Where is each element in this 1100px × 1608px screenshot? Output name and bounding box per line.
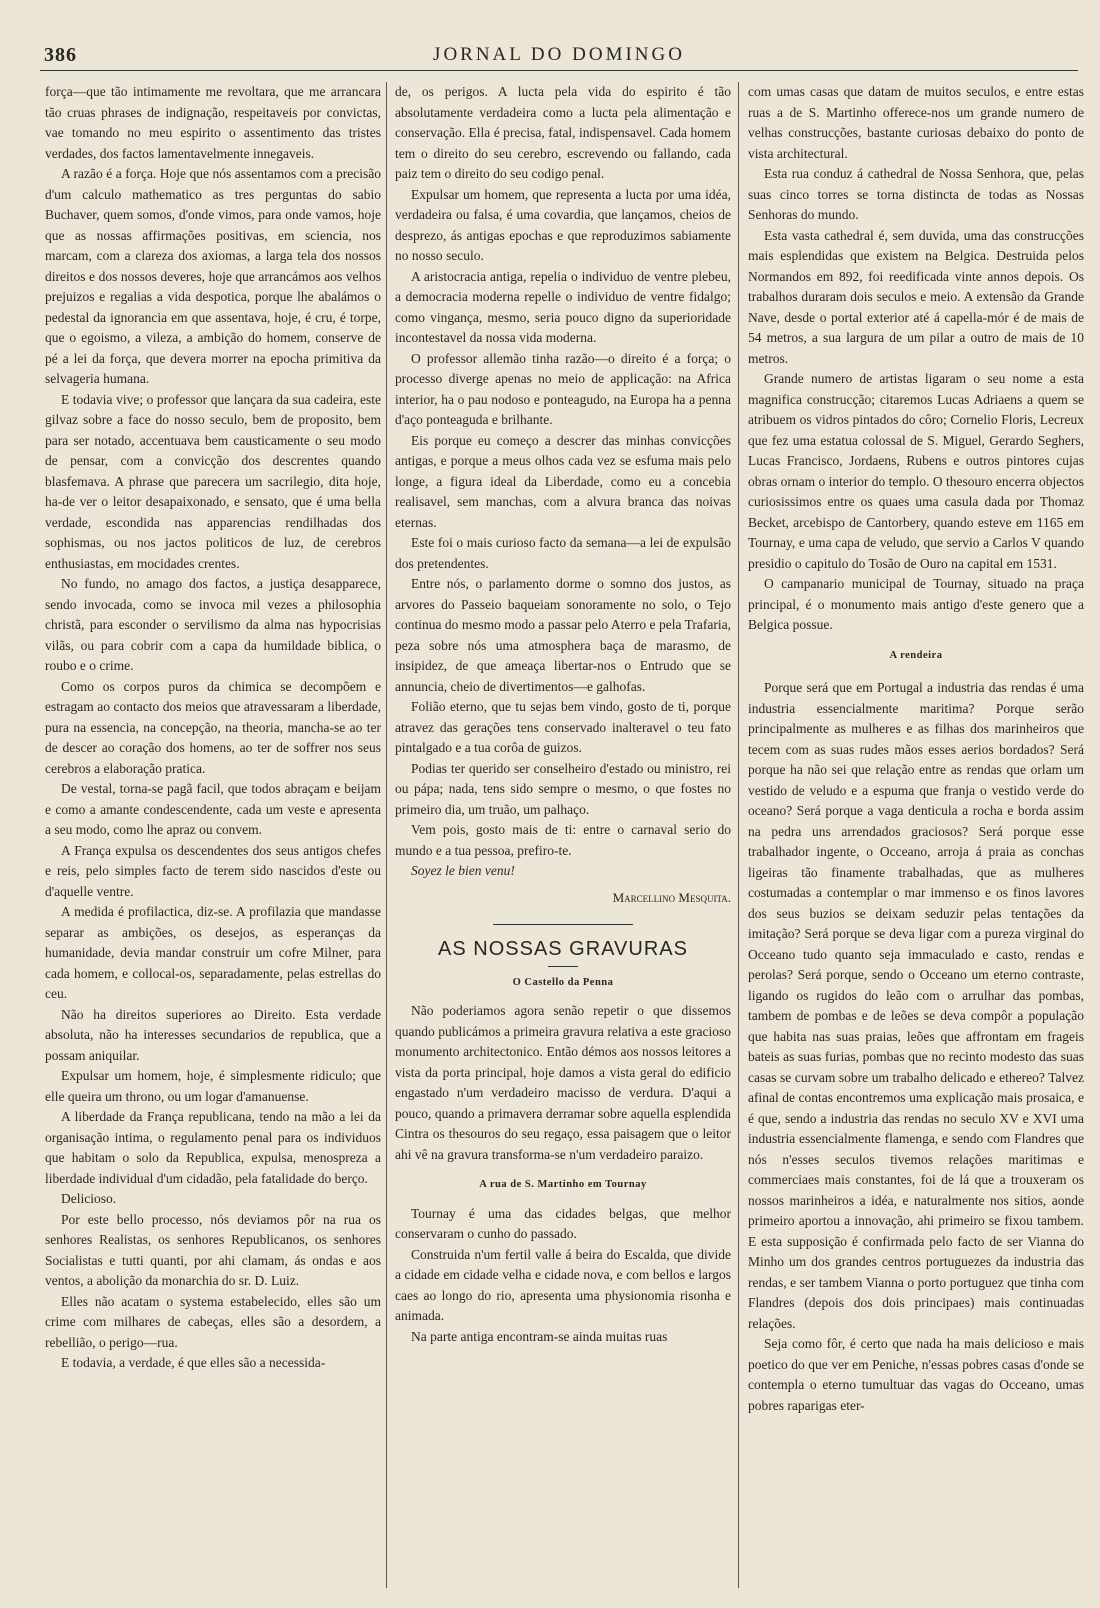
paragraph: O campanario municipal de Tournay, situado na praça principal, é o monumento mais antigo d'este genero que a Belgica possue. xyxy=(748,576,1084,632)
paragraph: força—que tão intimamente me revoltara, que me arrancara tão cruas phrases de indignação, respeitaveis por convictas, vae tomando no meu espirito o assentimento das tristes verdades, dos factos lamentavelmente innegaveis. xyxy=(45,84,381,161)
paragraph: Entre nós, o parlamento dorme o somno dos justos, as arvores do Passeio baqueiam sonoramente no solo, o Tejo continua do mesmo modo a passar pelo Aterro e pela Trafaria, peza sobre nós uma atmosphera baça de marasmo, de insipidez, de que ameaça libertar-nos o Entrudo que se annuncia, cheio de divertimentos—e galhofas. xyxy=(395,576,731,694)
paragraph: Construida n'um fertil valle á beira do Escalda, que divide a cidade em cidade velha e cidade nova, e com bellos e largos caes ao longo do rio, apresenta uma physionomia risonha e animada. xyxy=(395,1246,731,1323)
journal-title: JORNAL DO DOMINGO xyxy=(433,44,685,65)
paragraph: Eis porque eu começo a descrer das minhas convicções antigas, e porque a meus olhos cada vez se esfuma mais pelo longe, a figura ideal da Liberdade, como eu a concebia realisavel, sem manchas, com a alvura branca das noivas eternas. xyxy=(395,432,731,530)
paragraph: E todavia, a verdade, é que elles são a necessida- xyxy=(61,1355,326,1370)
paragraph: Expulsar um homem, que representa a lucta por uma idéa, verdadeira ou falsa, é uma covardia, que lançamos, cheios de desprezo, ás antigas epochas e que reproduzimos sabiamente no nosso seculo. xyxy=(395,186,731,263)
paragraph: E todavia vive; o professor que lançara da sua cadeira, este gilvaz sobre a face do nosso seculo, bem de proposito, bem para ser notado, accentuava bem causticamente o seu modo de pensar, com a convicção dos descrentes quando blasfemava. A phrase que parecera um sacrilegio, dita hoje, ha-de ver o leitor desapaixonado, e sensato, que é uma bella verdade, escondida nas apparencias rendilhadas dos sophismas, ou nos jactos politicos de luz, de cerebros enthusiastas, em mocidades crentes. xyxy=(45,391,381,571)
paragraph: Folião eterno, que tu sejas bem vindo, gosto de ti, porque atravez das gerações tens conservado inalteravel o teu fato pintalgado e a tua corôa de guizos. xyxy=(395,699,731,755)
paragraph: Como os corpos puros da chimica se decompõem e estragam ao contacto dos meios que atravessaram a liberdade, pura na essencia, na concepção, na theoria, mancha-se ao ter de descer ao coração dos homens, ao ter de soffrer nos seus cerebros a elaboração pratica. xyxy=(45,678,381,776)
paragraph: Expulsar um homem, hoje, é simplesmente ridiculo; que elle queira um throno, ou um logar d'amanuense. xyxy=(45,1068,381,1104)
section-rule xyxy=(493,924,633,925)
subheading: A rua de S. Martinho em Tournay xyxy=(479,1179,647,1190)
column-2 xyxy=(395,82,731,1347)
paragraph: Por este bello processo, nós deviamos pôr na rua os senhores Realistas, os senhores Republicanos, os senhores Socialistas e tutti quanti, por ahi clamam, ás ondas e aos ventos, a abolição da monarchia do sr. D. Luiz. xyxy=(45,1211,381,1288)
paragraph: A liberdade da França republicana, tendo na mão a lei da organisação intima, o regulamento penal para os individuos que habitam o solo da Republica, expulsa, menospreza a liberdade individual d'um cidadão, pela fatalidade do berço. xyxy=(45,1109,381,1186)
page-number: 386 xyxy=(44,44,77,66)
paragraph: Porque será que em Portugal a industria das rendas é uma industria essencialmente maritima? Porque serão principalmente as mulheres e as filhas dos marinheiros que tecem com as suas rudes mãos esses aerios bordados? Será porque ha não sei que relação entre as rendas que orlam um vestido de veludo e a espuma que franja o vestido verde do oceano? Será porque a vaga denticula a rocha e borda assim na pedra uns arrendados graciosos? Será porque esse trabalhador ingente, o Occeano, arroja á praia as conchas ligeiras tão finamente trabalhadas, que as mulheres costumadas a contemplar o mar immenso e os finos lavores dos seus buzios se deixam seduzir pelas tentações da imitação? Será porque se deva ligar com a pureza virginal do Occeano tudo quanto seja immaculado e casto, rendas e perolas? Será porque, sendo o Occeano um eterno contraste, ligando os rugidos do leão com o arrulhar das pombas, tambem de pombas e de leões se deva compôr a população que habita nas suas praias, leões que affrontam em frageis bateis as suas furias, pombas que no recinto modesto das suas casas se curvam sobre um trabalho delicado e ethereo? Talvez afinal de contas encontremos uma explicação mais prosaica, e é que, sendo a industria das rendas no seculo XV e XVI uma industria essencialmente flamenga, e sendo com Flandres que nós n'esses seculos tivemos relações maritimas e commerciaes mais constantes, foi de lá que a trouxeram os nossos marinheiros a idéa, e naturalmente nos sitios, aonde primeiro aportou a innovação, ahi primeiro se fixou tambem. E esta supposição é confirmada pelo facto de ser Vianna do Minho um dos grandes centros portuguezes da industria das rendas, e ser tambem Vianna o porto portuguez que tinha com Flandres (depois dos dois principaes) mais continuadas relações. xyxy=(748,680,1084,1331)
paragraph: Não ha direitos superiores ao Direito. Esta verdade absoluta, não ha interesses secundarios de republica, que a possam aniquilar. xyxy=(45,1006,381,1063)
paragraph: A França expulsa os descendentes dos seus antigos chefes e reis, pelo simples facto de terem sido nascidos d'este ou d'aquelle ventre. xyxy=(45,842,381,899)
column-1 xyxy=(45,82,381,1374)
author-signature: Marcellino Mesquita. xyxy=(612,889,731,905)
paragraph: O professor allemão tinha razão—o direito é a força; o processo diverge apenas no meio de applicação: na Africa interior, ha o pau nodoso e ponteagudo, na Europa ha a penna d'aço ponteaguda e brilhante. xyxy=(395,350,731,427)
paragraph: Na parte antiga encontram-se ainda muitas ruas xyxy=(411,1328,668,1344)
paragraph: com umas casas que datam de muitos seculos, e entre estas ruas a de S. Martinho offerece-nos um grande numero de velhas construcções, bastante curiosas debaixo do ponto de vista architectural. xyxy=(748,84,1084,161)
paragraph: Delicioso. xyxy=(61,1191,117,1206)
paragraph: Esta rua conduz á cathedral de Nossa Senhora, que, pelas suas cinco torres se torna distincta de todas as Nossas Senhoras do mundo. xyxy=(748,166,1084,222)
column-3 xyxy=(748,82,1084,1416)
paragraph: Esta vasta cathedral é, sem duvida, uma das construcções mais esplendidas que existem na Belgica. Destruida pelos Normandos em 892, foi reedificada vinte annos depois. Os trabalhos duraram dois seculos e meio. A extensão da Grande Nave, desde o portal exterior até á capella-mór é de mais de 54 metros, a sua largura de um pilar a outro de mais de 10 metros. xyxy=(748,227,1084,366)
paragraph: A razão é a força. Hoje que nós assentamos com a precisão d'um calculo mathematico as tres perguntas do sabio Buchaver, quem somos, d'onde vimos, para onde vamos, hoje que as nossas affirmações positivas, em sciencia, nos marcam, com a clareza dos axiomas, a larga tela dos nossos direitos e dos nossos deveres, hoje que arrancámos aos velhos prejuizos e regalias a vida despotica, porque lhe abalámos o pedestal da ignorancia em que assentava, hoje, é cru, é torpe, que o egoismo, a vileza, a ambição do homem, conserve de pé a lei da força, que devera morrer na epocha primitiva da selvageria humana. xyxy=(45,166,381,386)
subheading: O Castello da Penna xyxy=(512,976,614,988)
paragraph: Vem pois, gosto mais de ti: entre o carnaval serio do mundo e a tua pessoa, prefiro-te. xyxy=(395,822,731,858)
section-title: AS NOSSAS GRAVURAS xyxy=(438,938,688,960)
paragraph: Grande numero de artistas ligaram o seu nome a esta magnifica construcção; citaremos Lucas Adriaens a quem se atribuem os vidros pintados do côro; Cornelio Floris, Lecreux que fez uma estatua colossal de S. Miguel, Gerardo Seghers, Lucas Francisco, Jordaens, Rubens e outros pintores cujas obras ornam o interior do templo. O thesouro encerra objectos curiosissimos entre os quaes uma casula dada por Thomaz Becket, arcebispo de Cantorbery, quando esteve em 1165 em Tournay, e uma capa de veludo, que servio a Carlos V quando presidio o capitulo do Tosão de Ouro na capital em 1531. xyxy=(748,371,1084,571)
header-rule xyxy=(40,70,1078,71)
short-rule xyxy=(548,966,578,967)
paragraph: Tournay é uma das cidades belgas, que melhor conservaram o cunho do passado. xyxy=(395,1205,731,1241)
paragraph: No fundo, no amago dos factos, a justiça desapparece, sendo invocada, como se invoca mil vezes a philosophia christã, para esconder o servilismo da alma nas hypocrisias vilãs, ou para cobrir com a capa da humildade biblica, o roubo e o crime. xyxy=(45,576,381,673)
paragraph: A aristocracia antiga, repelia o individuo de ventre plebeu, a democracia moderna repelle o individuo de ventre fidalgo; como vingança, mesmo, seria pouco digno da superioridade incontestavel da nossa vida moderna. xyxy=(395,268,731,345)
column-divider xyxy=(386,82,387,1588)
column-divider xyxy=(738,82,739,1588)
paragraph: de, os perigos. A lucta pela vida do espirito é tão absolutamente verdadeira como a lucta pela alimentação e conservação. Ella é precisa, fatal, indispensavel. Cada homem tem o direito do seu cerebro, escrevendo ou fallando, cada paiz tem o direito do seu codigo penal. xyxy=(395,84,731,181)
paragraph: Elles não acatam o systema estabelecido, elles são um crime com milhares de cabeças, elles são a desordem, a rebellião, o perigo—rua. xyxy=(45,1293,381,1350)
paragraph: Seja como fôr, é certo que nada ha mais delicioso e mais poetico do que ver em Peniche, n'essas pobres casas d'onde se contempla o eterno tumultuar das vagas do Occeano, umas pobres raparigas eter- xyxy=(748,1336,1084,1413)
paragraph: Este foi o mais curioso facto da semana—a lei de expulsão dos pretendentes. xyxy=(395,535,731,571)
subheading: A rendeira xyxy=(889,649,943,661)
paragraph: Podias ter querido ser conselheiro d'estado ou ministro, rei ou pápa; nada, tens sido sempre o mesmo, o que fostes no primeiro dia, um truão, um palhaço. xyxy=(395,760,731,817)
paragraph: A medida é profilactica, diz-se. A profilazia que mandasse separar as ambições, os desejos, as esperanças da humanidade, devia mandar construir um cofre Milner, para cada homem, e collocal-os, separadamente, pelas estrellas do ceu. xyxy=(45,904,381,1001)
page-header xyxy=(40,40,1078,72)
paragraph: De vestal, torna-se pagã facil, que todos abraçam e beijam e como a amante condescendente, cada um veste e apresenta a seu modo, como lhe apraz ou convem. xyxy=(45,781,381,837)
closing-line: Soyez le bien venu! xyxy=(411,863,515,878)
paragraph: Não poderiamos agora senão repetir o que dissemos quando publicámos a primeira gravura relativa a este gracioso monumento architectonico. Então démos aos nossos leitores a vista da porta principal, hoje damos a vista geral do edificio engastado n'um verdadeiro macisso de verdura. D'aqui a pouco, quando a primavera derramar sobre aquella esplendida Cintra os thesouros do seu regaço, essa paisagem que o leitor ahi vê na gravura transforma-se n'um verdadeiro paraizo. xyxy=(395,1003,731,1162)
